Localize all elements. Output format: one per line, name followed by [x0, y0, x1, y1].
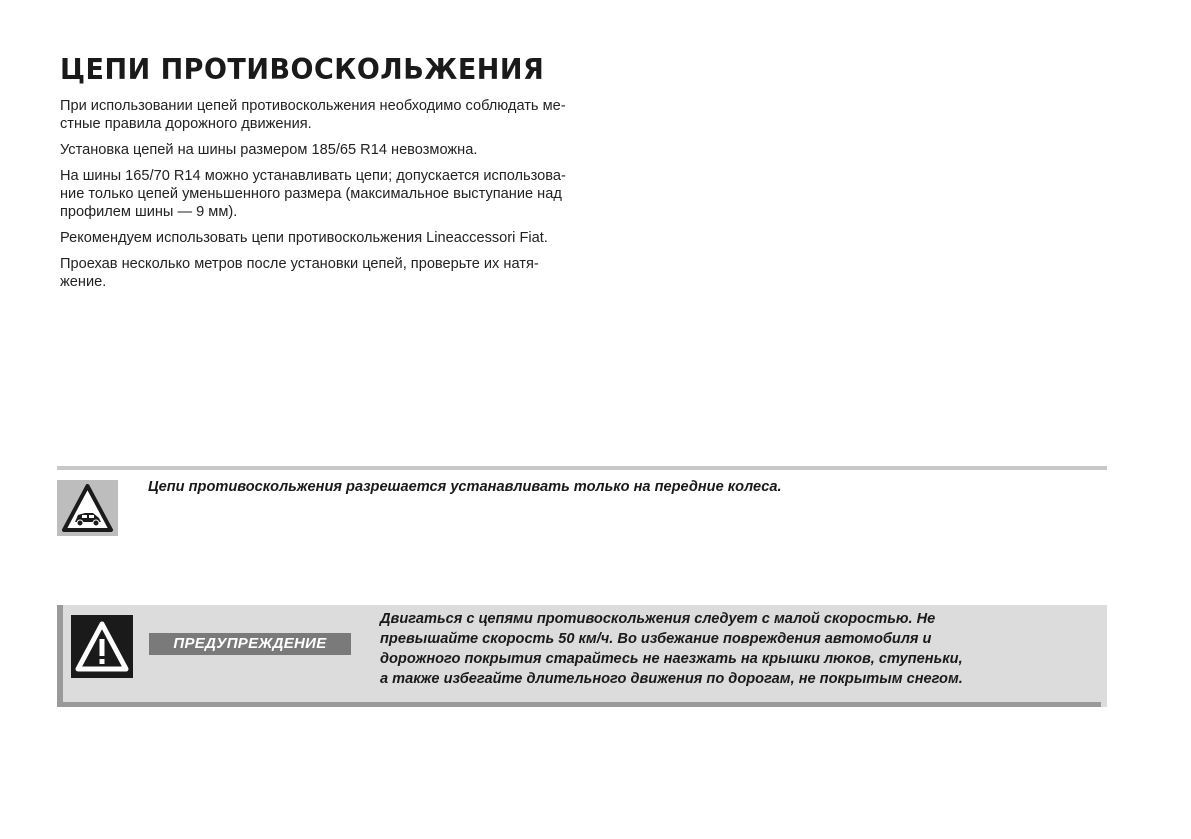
note-box — [57, 466, 1107, 540]
paragraph: Установка цепей на шины размером 185/65 R14 невозможна. — [60, 142, 478, 158]
warning-text — [380, 609, 1100, 689]
warning-box — [57, 605, 1107, 707]
page-title: ЦЕПИ ПРОТИВОСКОЛЬЖЕНИЯ — [60, 54, 545, 87]
paragraph: На шины 165/70 R14 можно устанавливать цепи; допускается использова- ние только цепей уменьшенного размера (максимальное выступание над профилем шины — 9 мм). — [60, 168, 566, 220]
paragraph: При использовании цепей противоскольжения необходимо соблюдать ме- стные правила дорожного движения. — [60, 98, 566, 132]
paragraph: Проехав несколько метров после установки цепей, проверьте их натя- жение. — [60, 256, 539, 290]
warning-line: дорожного покрытия старайтесь не наезжать на крышки люков, ступеньки, — [380, 651, 963, 667]
warning-line: Двигаться с цепями противоскольжения следует с малой скоростью. Не — [380, 611, 936, 627]
warning-triangle-icon — [71, 615, 133, 678]
warning-line: превышайте скорость 50 км/ч. Во избежание повреждения автомобиля и — [380, 631, 932, 647]
note-text: Цепи противоскольжения разрешается устанавливать только на передние колеса. — [148, 479, 782, 495]
warning-line: а также избегайте длительного движения по дорогам, не покрытым снегом. — [380, 671, 963, 687]
warning-edge — [57, 702, 1101, 707]
warning-edge — [57, 605, 63, 707]
car-skidding-warning-icon — [57, 480, 118, 536]
body-text — [60, 97, 720, 299]
paragraph: Рекомендуем использовать цепи противоскольжения Lineaccessori Fiat. — [60, 230, 548, 246]
warning-label: ПРЕДУПРЕЖДЕНИЕ — [149, 633, 351, 655]
